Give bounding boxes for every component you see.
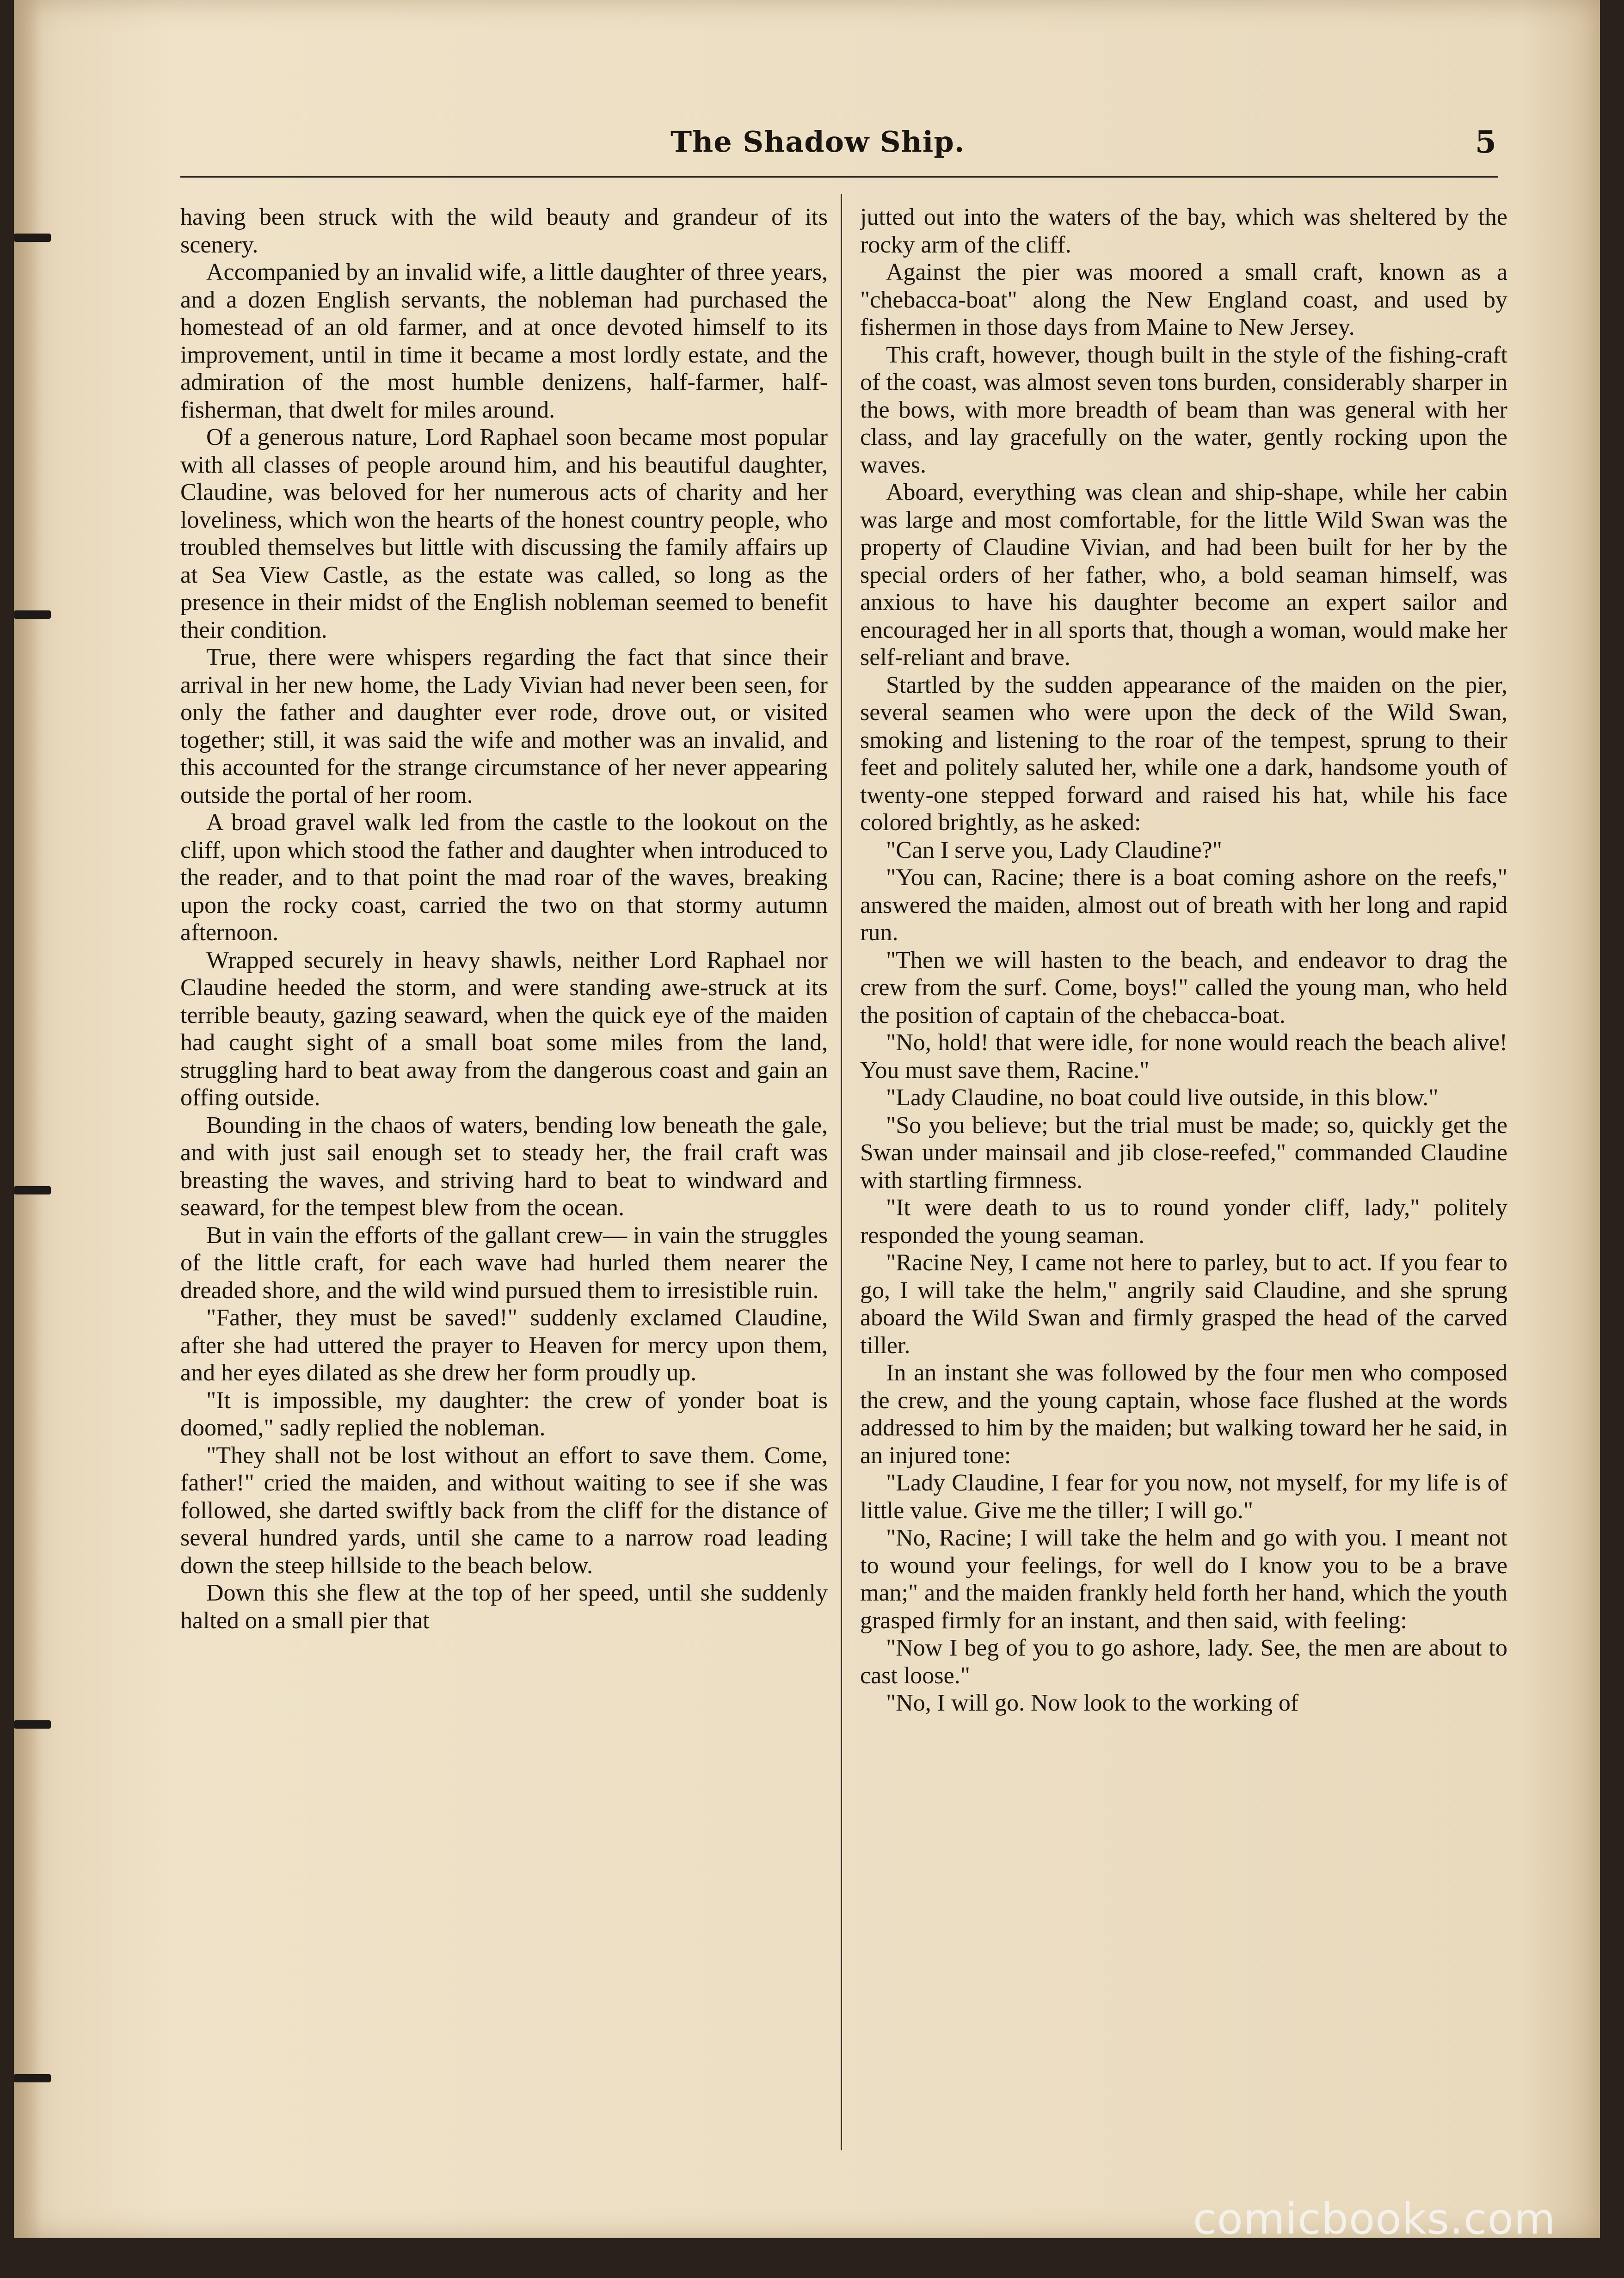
paragraph: Accompanied by an invalid wife, a little daughter of three years, and a dozen English servants, the nobleman had purchased the homestead of an old farmer, and at once devoted himself to its improvement, until in time it became a most lordly estate, and the admiration of the most humble denizens, half-farmer, half-fisherman, that dwelt for miles around. bbox=[180, 259, 828, 423]
binding-stitch bbox=[14, 2074, 51, 2082]
running-head-title: The Shadow Ship. bbox=[671, 125, 965, 159]
binding-stitch bbox=[14, 610, 51, 619]
paragraph: Bounding in the chaos of waters, bending low beneath the gale, and with just sail enough set to steady her, the frail craft was breasting the waves, and striving hard to beat to windward and seaward, for the tempest blew from the ocean. bbox=[180, 1112, 828, 1221]
paragraph: "Lady Claudine, no boat could live outside, in this blow." bbox=[886, 1084, 1439, 1111]
paragraph: Of a generous nature, Lord Raphael soon became most popular with all classes of people around him, and his beautiful daughter, Claudine, was beloved for her numerous acts of charity and her loveliness, which won the hearts of the honest country people, who troubled themselves but little with discussing the family affairs up at Sea View Castle, as the estate was called, so long as the presence in their midst of the English nobleman seemed to benefit their condition. bbox=[180, 424, 828, 643]
paragraph: A broad gravel walk led from the castle to the lookout on the cliff, upon which stood the father and daughter when introduced to the reader, and to that point the mad roar of the waves, breaking upon the rocky coast, carried the two on that stormy autumn afternoon. bbox=[180, 809, 828, 946]
right-text-column bbox=[860, 203, 1507, 2146]
paragraph: Against the pier was moored a small craft, known as a "chebacca-boat" along the New England coast, and used by fishermen in those days from Maine to New Jersey. bbox=[860, 259, 1507, 340]
paragraph: "It is impossible, my daughter: the crew of yonder boat is doomed," sadly replied the nobleman. bbox=[180, 1387, 828, 1441]
left-text-column bbox=[180, 203, 828, 2146]
paragraph: "It were death to us to round yonder cliff, lady," politely responded the young seaman. bbox=[860, 1194, 1507, 1249]
paragraph: "Racine Ney, I came not here to parley, but to act. If you fear to go, I will take the helm," angrily said Claudine, and she sprung aboard the Wild Swan and firmly grasped the head of the carved tiller. bbox=[860, 1250, 1507, 1359]
paragraph: "So you believe; but the trial must be made; so, quickly get the Swan under mainsail and jib close-reefed," commanded Claudine with startling firmness. bbox=[860, 1112, 1507, 1194]
magazine-page bbox=[14, 0, 1600, 2238]
paragraph: "No, Racine; I will take the helm and go with you. I meant not to wound your feelings, for well do I know you to be a brave man;" and the maiden frankly held forth her hand, which the youth grasped firmly for an instant, and then said, with feeling: bbox=[860, 1525, 1507, 1634]
paragraph: "Now I beg of you to go ashore, lady. See, the men are about to cast loose." bbox=[860, 1635, 1507, 1689]
paragraph: "Can I serve you, Lady Claudine?" bbox=[886, 837, 1222, 863]
paragraph: Aboard, everything was clean and ship-shape, while her cabin was large and most comfortable, for the little Wild Swan was the property of Claudine Vivian, and had been built for her by the special orders of her father, who, a bold seaman himself, was anxious to have his daughter become an expert sailor and encouraged her in all sports that, though a woman, would make her self-reliant and brave. bbox=[860, 479, 1507, 671]
paragraph: "No, hold! that were idle, for none would reach the beach alive! You must save them, Racine." bbox=[860, 1029, 1507, 1084]
paragraph: Down this she flew at the top of her speed, until she suddenly halted on a small pier that bbox=[180, 1580, 828, 1634]
paragraph: "Then we will hasten to the beach, and endeavor to drag the crew from the surf. Come, boys!" called the young man, who held the position of captain of the chebacca-boat. bbox=[860, 947, 1507, 1028]
paragraph: jutted out into the waters of the bay, which was sheltered by the rocky arm of the cliff. bbox=[860, 204, 1507, 258]
paragraph: Startled by the sudden appearance of the maiden on the pier, several seamen who were upon the deck of the Wild Swan, smoking and listening to the roar of the tempest, sprung to their feet and politely saluted her, while one a dark, handsome youth of twenty-one stepped forward and raised his hat, while his face colored brightly, as he asked: bbox=[860, 671, 1507, 836]
paragraph: But in vain the efforts of the gallant crew— in vain the struggles of the little craft, for each wave had hurled them nearer the dreaded shore, and the wild wind pursued them to irresistible ruin. bbox=[180, 1222, 828, 1304]
paragraph: True, there were whispers regarding the fact that since their arrival in her new home, the Lady Vivian had never been seen, for only the father and daughter ever rode, drove out, or visited together; still, it was said the wife and mother was an invalid, and this accounted for the strange circumstance of her never appearing outside the portal of her room. bbox=[180, 644, 828, 808]
paragraph: "No, I will go. Now look to the working of bbox=[886, 1690, 1299, 1716]
binding-stitch bbox=[14, 234, 51, 242]
binding-stitch bbox=[14, 1720, 51, 1729]
binding-stitch bbox=[14, 1186, 51, 1194]
paragraph: "Lady Claudine, I fear for you now, not myself, for my life is of little value. Give me the tiller; I will go." bbox=[860, 1470, 1507, 1524]
page-binding-edge bbox=[14, 0, 42, 2238]
header-rule bbox=[180, 176, 1498, 178]
paragraph: In an instant she was followed by the four men who composed the crew, and the young captain, whose face flushed at the words addressed to him by the maiden; but walking toward her he said, in an injured tone: bbox=[860, 1360, 1507, 1469]
paragraph: having been struck with the wild beauty and grandeur of its scenery. bbox=[180, 204, 828, 258]
paragraph: "They shall not be lost without an effort to save them. Come, father!" cried the maiden, and without waiting to see if she was followed, she darted swiftly back from the cliff for the distance of several hundred yards, until she came to a narrow road leading down the steep hillside to the beach below. bbox=[180, 1442, 828, 1579]
paragraph: This craft, however, though built in the style of the fishing-craft of the coast, was almost seven tons burden, considerably sharper in the bows, with more breadth of beam than was general with her class, and lay gracefully on the water, gently rocking upon the waves. bbox=[860, 341, 1507, 478]
paragraph: "Father, they must be saved!" suddenly exclamed Claudine, after she had uttered the prayer to Heaven for mercy upon them, and her eyes dilated as she drew her form proudly up. bbox=[180, 1305, 828, 1386]
paragraph: Wrapped securely in heavy shawls, neither Lord Raphael nor Claudine heeded the storm, and were standing awe-struck at its terrible beauty, gazing seaward, when the quick eye of the maiden had caught sight of a small boat some miles from the land, struggling hard to beat away from the dangerous coast and gain an offing outside. bbox=[180, 947, 828, 1111]
column-divider bbox=[841, 194, 842, 2150]
site-watermark: comicbooks.com bbox=[1193, 2194, 1556, 2244]
paragraph: "You can, Racine; there is a boat coming ashore on the reefs," answered the maiden, almost out of breath with her long and rapid run. bbox=[860, 864, 1507, 946]
page-number: 5 bbox=[1475, 124, 1496, 160]
